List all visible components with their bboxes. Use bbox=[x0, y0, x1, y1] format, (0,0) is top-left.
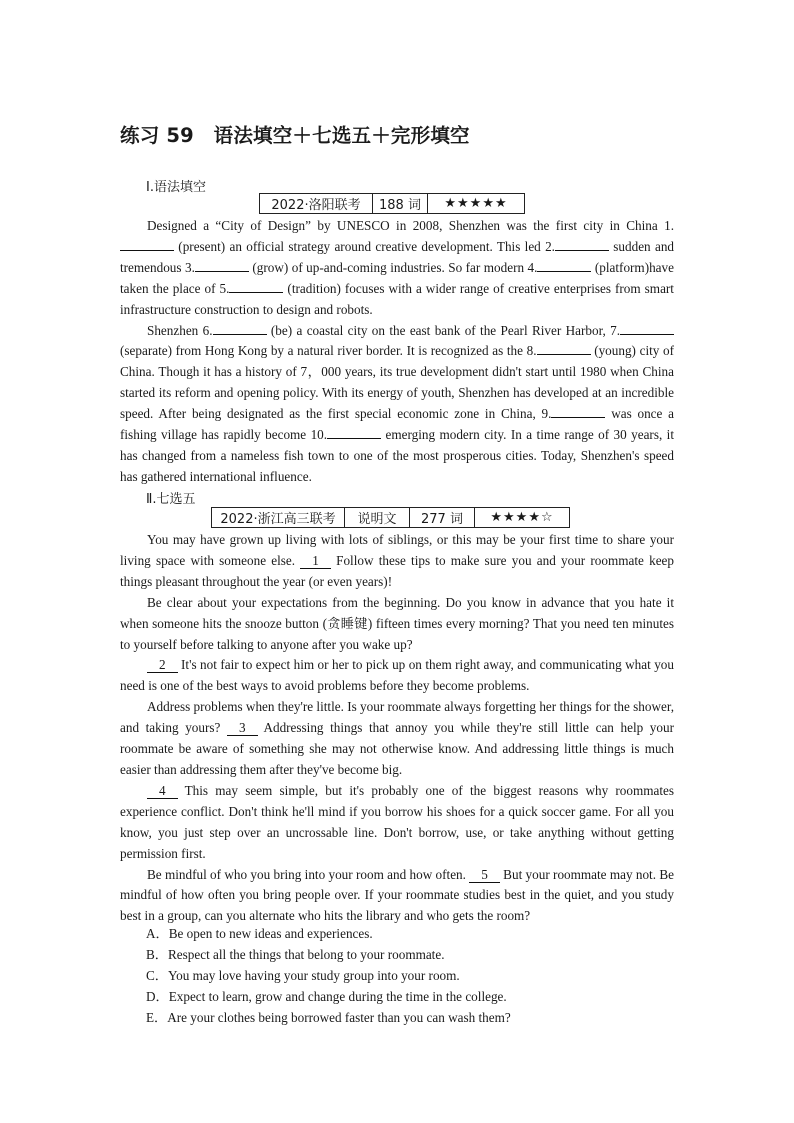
section-heading-seven-choose-five: Ⅱ.七选五 bbox=[146, 492, 196, 507]
passage-paragraph-1: You may have grown up living with lots of siblings, or this may be your first time to share your living space with someone else. 1 Follow these tips to make sure you and your roommate keep things pleasant throughout the year (or even years)! bbox=[120, 532, 674, 589]
option-e[interactable]: E．Are your clothes being borrowed faster than you can wash them? bbox=[146, 1009, 511, 1025]
answer-blank-1[interactable] bbox=[120, 238, 174, 251]
answer-blank-2[interactable] bbox=[555, 238, 609, 251]
answer-blank-10[interactable] bbox=[327, 426, 381, 439]
info-source: 2022·浙江高三联考 bbox=[212, 508, 345, 528]
info-difficulty: ★★★★☆ bbox=[475, 508, 570, 528]
answer-blank-9[interactable] bbox=[551, 405, 605, 418]
grammar-paragraph-1: Designed a “City of Design” by UNESCO in 2008, Shenzhen was the first city in China 1. (present) an official strategy around creative development. This led 2. sudden and tremendous 3. (grow) of up-and-coming industries. So far modern 4. (platform)have taken the place of 5. (tradition) focuses with a wider range of creative enterprises from smart infrastructure construction to design and robots. bbox=[120, 218, 675, 317]
passage-paragraph-2: Be clear about your expectations from the beginning. Do you know in advance that you hate it when someone hits the snooze button (贪睡键) fifteen times every morning? That you need ten minutes to yourself before talking to anyone after you wake up? bbox=[120, 594, 674, 652]
answer-blank-5[interactable] bbox=[229, 280, 283, 293]
info-source: 2022·洛阳联考 bbox=[260, 194, 373, 214]
option-c[interactable]: C．You may love having your study group into your room. bbox=[146, 967, 460, 983]
answer-blank-3[interactable] bbox=[195, 259, 249, 272]
passage-paragraph-5: 4 This may seem simple, but it's probably one of the biggest reasons why roommates experience conflict. Don't think he'll mind if you borrow his shoes for a quick soccer game. For all you know, you just step over an uncrossable line. Don't borrow, use, or take anything without getting permission first. bbox=[120, 782, 674, 861]
passage-paragraph-6: Be mindful of who you bring into your room and how often. 5 But your roommate may not. Be mindful of how often you bring people over. If your roommate studies best in the quiet, and you study best in a group, can you alternate who hits the library and who gets the room? bbox=[120, 866, 674, 924]
option-d[interactable]: D．Expect to learn, grow and change during the time in the college. bbox=[146, 988, 507, 1004]
seven-choose-five-passage bbox=[120, 530, 674, 927]
grammar-paragraph-2: Shenzhen 6. (be) a coastal city on the east bank of the Pearl River Harbor, 7. (separate) from Hong Kong by a natural river border. It is recognized as the 8. (young) city of China. Though it has a history of 7，000 years, its true development didn't start until 1980 when China started its reform and opening policy. With its energy of youth, Shenzhen has developed at an incredible speed. After being designated as the first special economic zone in China, 9. was once a fishing village has rapidly become 10. emerging modern city. In a time range of 30 years, it has changed from a nameless fish town to one of the most prosperous cities. Today, Shenzhen's speed has gathered international influence. bbox=[120, 322, 675, 484]
answer-options bbox=[146, 924, 511, 1029]
info-word-count: 188 词 bbox=[373, 194, 428, 214]
info-table-grammar bbox=[259, 193, 525, 214]
answer-blank-8[interactable] bbox=[537, 342, 591, 355]
question-blank-4[interactable]: 4 bbox=[147, 784, 178, 799]
question-blank-1[interactable]: 1 bbox=[300, 554, 331, 569]
question-blank-5[interactable]: 5 bbox=[469, 868, 500, 883]
info-word-count: 277 词 bbox=[410, 508, 475, 528]
info-table-seven-choose-five bbox=[211, 507, 570, 528]
option-b[interactable]: B．Respect all the things that belong to your roommate. bbox=[146, 946, 445, 962]
answer-blank-4[interactable] bbox=[537, 259, 591, 272]
grammar-passage bbox=[120, 216, 674, 488]
passage-paragraph-4: Address problems when they're little. Is your roommate always forgetting her things for the shower, and taking yours? 3 Addressing things that annoy you while they're still little can help your roommate be aware of something she may not otherwise know. And addressing little things is much easier than addressing them after they've become big. bbox=[120, 699, 674, 777]
passage-paragraph-3: 2 It's not fair to expect him or her to pick up on them right away, and communicating what you need is one of the best ways to avoid problems before they become problems. bbox=[120, 657, 674, 694]
question-blank-3[interactable]: 3 bbox=[227, 721, 258, 736]
section-heading-grammar: Ⅰ.语法填空 bbox=[146, 180, 206, 195]
answer-blank-7[interactable] bbox=[620, 322, 674, 335]
info-difficulty: ★★★★★ bbox=[428, 194, 525, 214]
question-blank-2[interactable]: 2 bbox=[147, 658, 178, 673]
page-title: 练习 59 语法填空＋七选五＋完形填空 bbox=[120, 124, 470, 147]
info-genre: 说明文 bbox=[345, 508, 410, 528]
answer-blank-6[interactable] bbox=[213, 322, 267, 335]
option-a[interactable]: A．Be open to new ideas and experiences. bbox=[146, 926, 373, 941]
